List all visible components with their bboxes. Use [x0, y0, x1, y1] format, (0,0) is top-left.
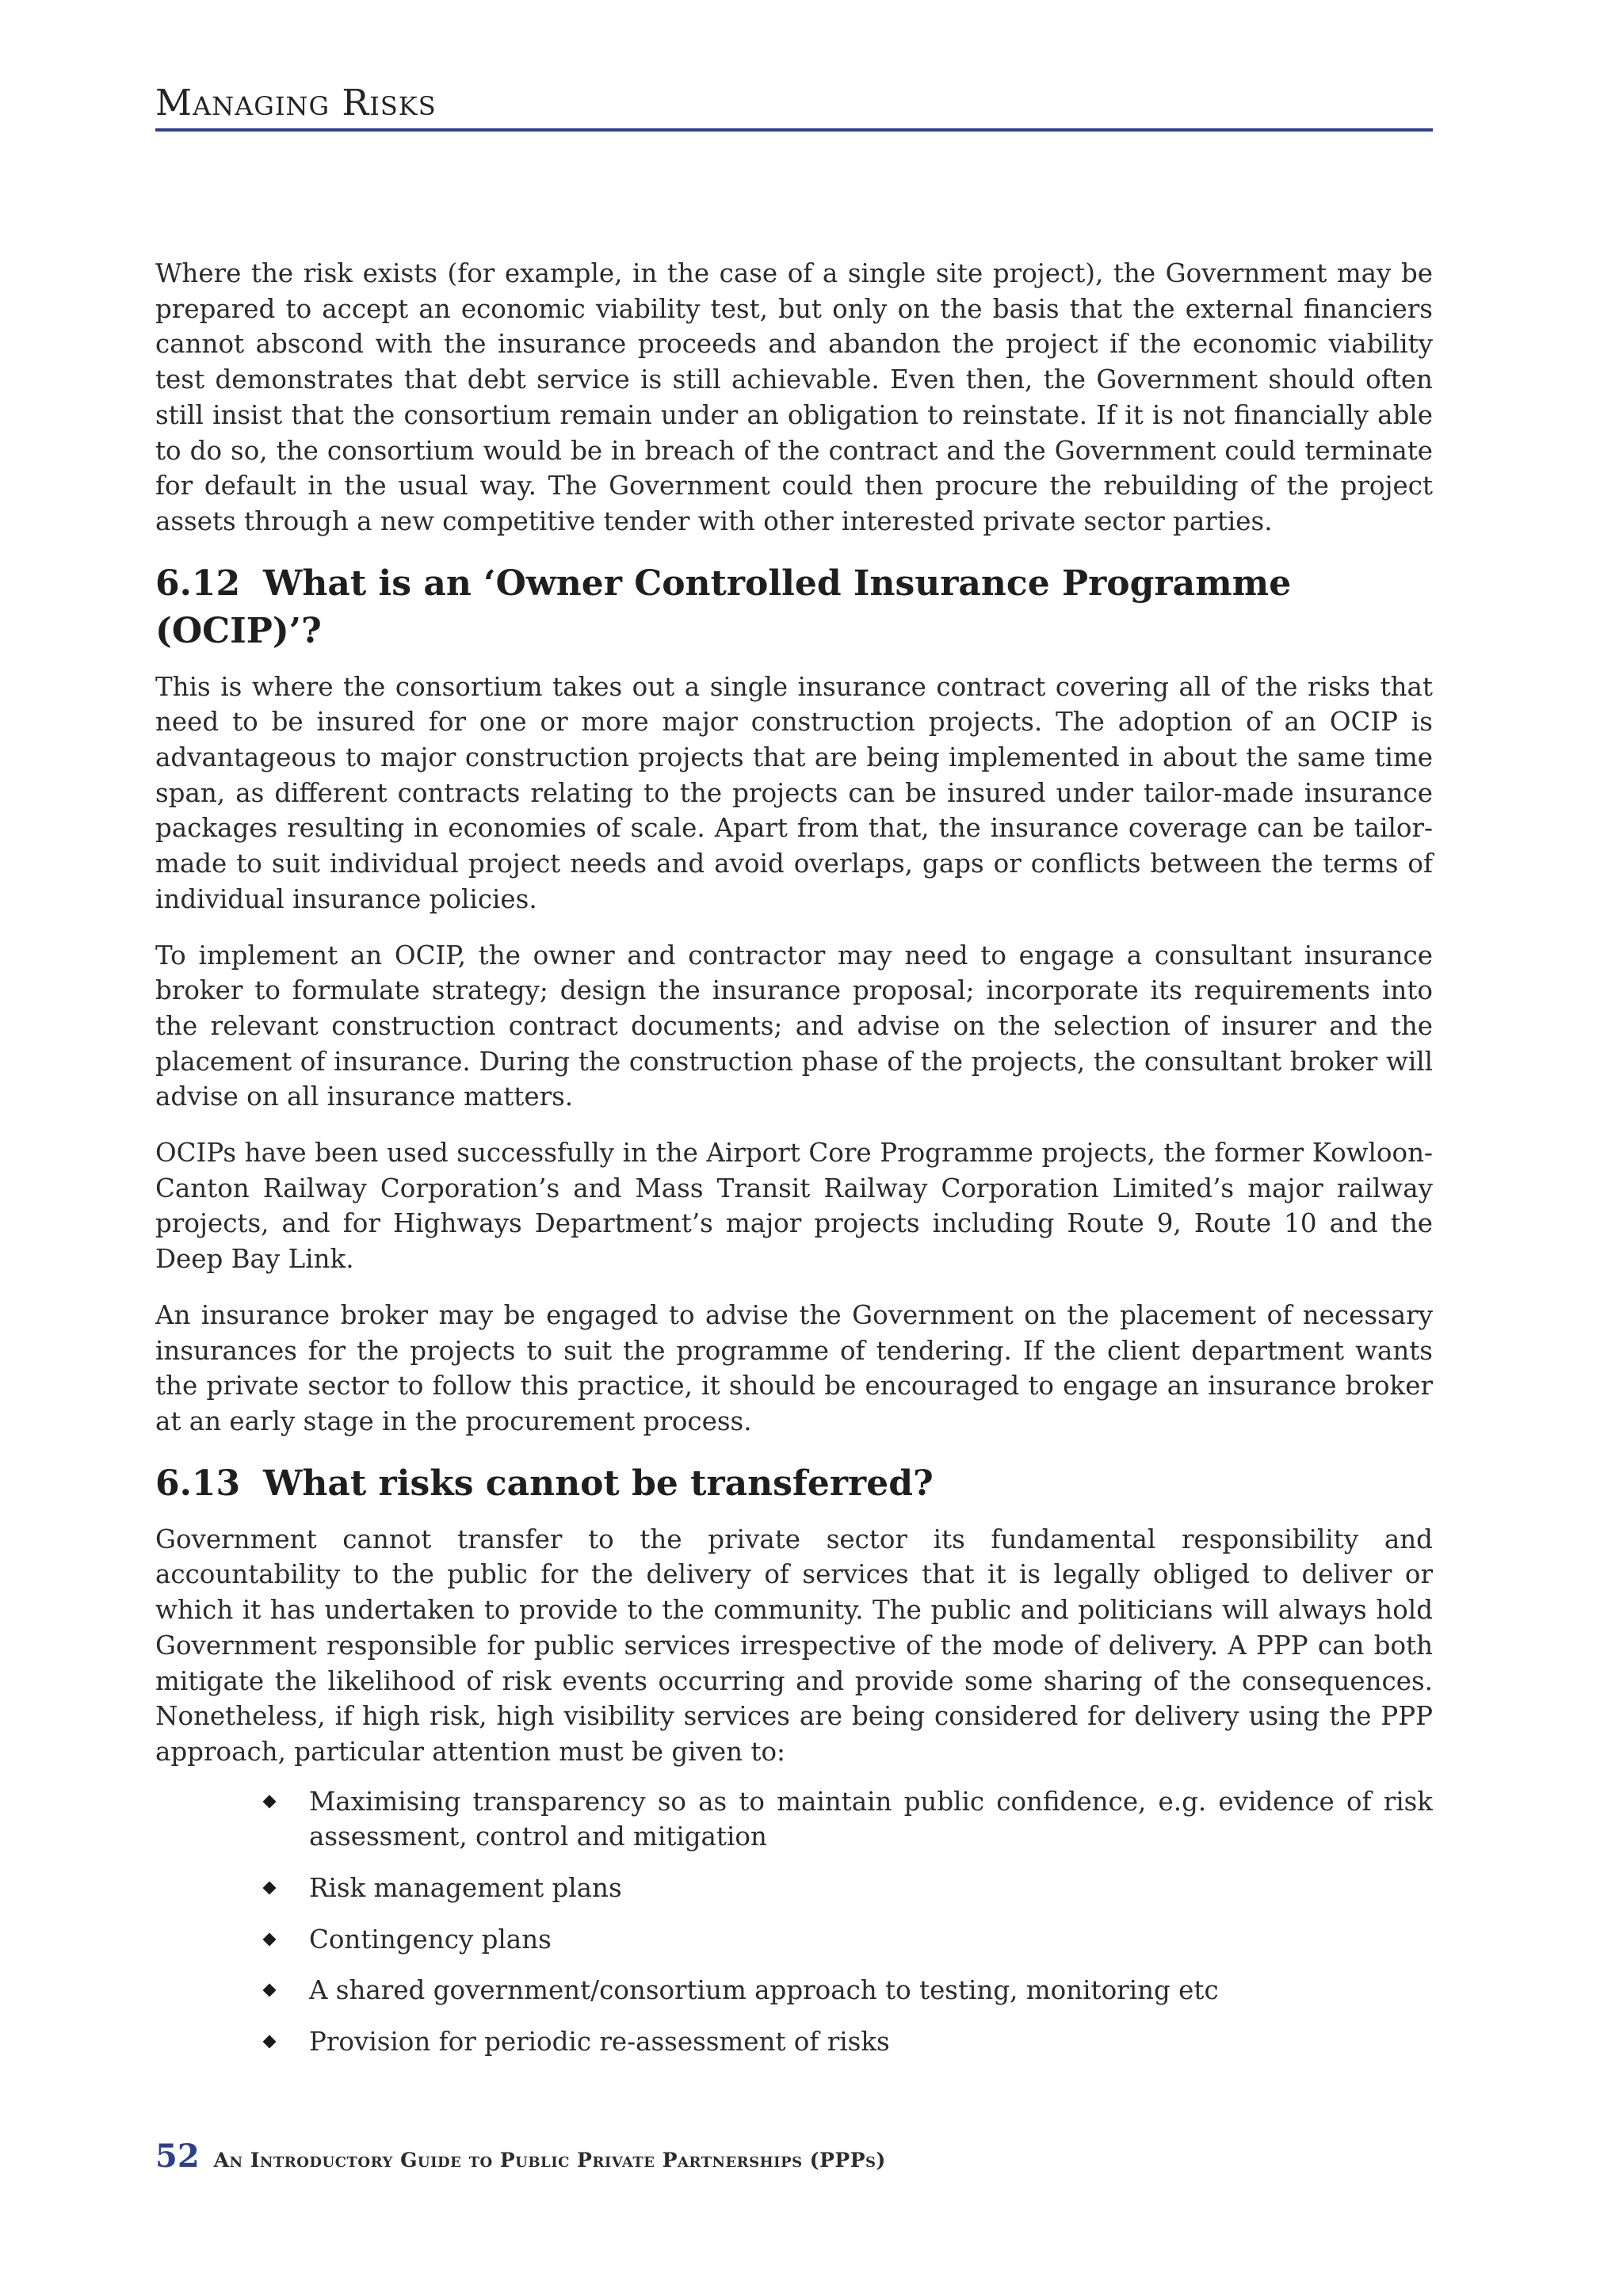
section-number: 6.12: [155, 563, 241, 604]
list-item-text: Risk management plans: [309, 1873, 622, 1904]
section-heading-6-13: [155, 1460, 1433, 1508]
list-item-text: Provision for periodic re-assessment of risks: [309, 2027, 890, 2058]
paragraph: Government cannot transfer to the private sector its fundamental responsibility and accountability to the public for the delivery of services that it is legally obliged to deliver or which it has undertaken to provide to the community. The public and politicians will always hold Government responsible for public services irrespective of the mode of delivery. A PPP can both mitigate the likelihood of risk events occurring and provide some sharing of the consequences. Nonetheless, if high risk, high visibility services are being considered for delivery using the PPP approach, particular attention must be given to:: [155, 1524, 1433, 1767]
section-title: What is an ‘Owner Controlled Insurance Programme (OCIP)’?: [155, 563, 1292, 651]
page-number: 52: [155, 2138, 200, 2175]
diamond-bullet-icon: [263, 1882, 277, 1895]
publication-title: An Introductory Guide to Public Private Partnerships (PPPs): [213, 2149, 886, 2172]
running-header: Managing Risks: [155, 82, 437, 124]
diamond-bullet-icon: [263, 1794, 277, 1808]
bullet-list: [155, 1784, 1433, 2060]
diamond-bullet-icon: [263, 2035, 277, 2049]
section-title: What risks cannot be transferred?: [263, 1463, 934, 1504]
diamond-bullet-icon: [263, 1984, 277, 1997]
list-item: [309, 1784, 1433, 1855]
list-item: [309, 1922, 1433, 1958]
list-item-text: Contingency plans: [309, 1924, 552, 1955]
page-content: [155, 256, 1433, 2076]
section-heading-6-12: [155, 560, 1433, 655]
page-footer: [155, 2138, 886, 2182]
list-item: [309, 2024, 1433, 2060]
list-item: [309, 1973, 1433, 2008]
header-rule: [155, 128, 1433, 132]
paragraph: To implement an OCIP, the owner and contractor may need to engage a consultant insurance broker to formulate strategy; design the insurance proposal; incorporate its requirements into the relevant construction contract documents; and advise on the selection of insurer and the placement of insurance. During the construction phase of the projects, the consultant broker will advise on all insurance matters.: [155, 940, 1433, 1112]
list-item-text: Maximising transparency so as to maintain public confidence, e.g. evidence of risk assessment, control and mitigation: [309, 1786, 1433, 1852]
list-item: [309, 1871, 1433, 1906]
intro-paragraph: Where the risk exists (for example, in the case of a single site project), the Government may be prepared to accept an economic viability test, but only on the basis that the external financiers cannot abscond with the insurance proceeds and abandon the project if the economic viability test demonstrates that debt service is still achievable. Even then, the Government should often still insist that the consortium remain under an obligation to reinstate. If it is not financially able to do so, the consortium would be in breach of the contract and the Government could terminate for default in the usual way. The Government could then procure the rebuilding of the project assets through a new competitive tender with other interested private sector parties.: [155, 258, 1433, 536]
paragraph: An insurance broker may be engaged to advise the Government on the placement of necessary insurances for the projects to suit the programme of tendering. If the client department wants the private sector to follow this practice, it should be encouraged to engage an insurance broker at an early stage in the procurement process.: [155, 1299, 1433, 1436]
diamond-bullet-icon: [263, 1932, 277, 1946]
section-number: 6.13: [155, 1463, 241, 1504]
paragraph: OCIPs have been used successfully in the Airport Core Programme projects, the former Kowloon-Canton Railway Corporation’s and Mass Transit Railway Corporation Limited’s major railway projects, and for Highways Department’s major projects including Route 9, Route 10 and the Deep Bay Link.: [155, 1138, 1433, 1275]
paragraph: This is where the consortium takes out a single insurance contract covering all of the risks that need to be insured for one or more major construction projects. The adoption of an OCIP is advantageous to major construction projects that are being implemented in about the same time span, as different contracts relating to the projects can be insured under tailor-made insurance packages resulting in economies of scale. Apart from that, the insurance coverage can be tailor-made to suit individual project needs and avoid overlaps, gaps or conflicts between the terms of individual insurance policies.: [155, 671, 1433, 914]
list-item-text: A shared government/consortium approach to testing, monitoring etc: [309, 1975, 1219, 2006]
